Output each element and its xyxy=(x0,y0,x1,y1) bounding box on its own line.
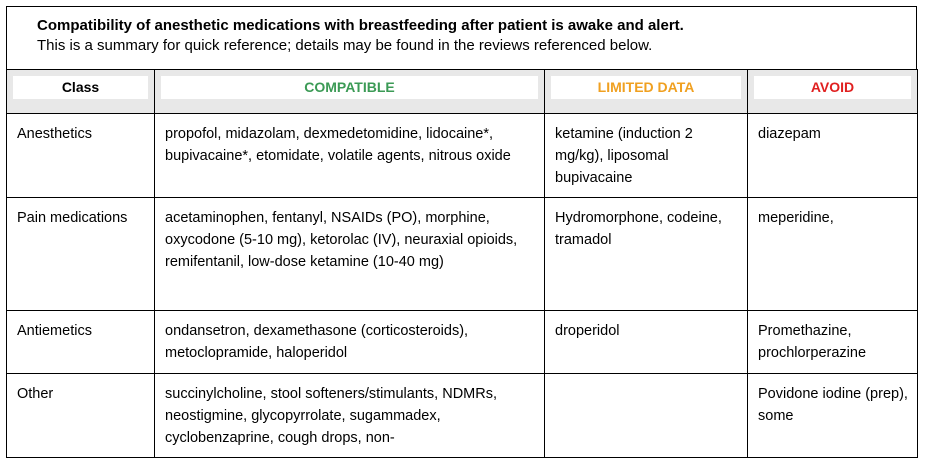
limited-cell xyxy=(545,374,748,458)
limited-cell: Hydromorphone, codeine, tramadol xyxy=(545,198,748,311)
table-row xyxy=(7,311,918,374)
header-row xyxy=(7,70,918,114)
class-cell: Antiemetics xyxy=(7,311,155,374)
table-row xyxy=(7,198,918,311)
header-limited-cell xyxy=(545,70,748,114)
header-class: Class xyxy=(13,76,148,99)
header-class-cell xyxy=(7,70,155,114)
avoid-cell: Promethazine, prochlorperazine xyxy=(748,311,918,374)
avoid-cell: diazepam xyxy=(748,114,918,198)
table-caption xyxy=(6,6,917,69)
avoid-cell: meperidine, xyxy=(748,198,918,311)
avoid-cell: Povidone iodine (prep), some xyxy=(748,374,918,458)
limited-cell: droperidol xyxy=(545,311,748,374)
caption-subtitle: This is a summary for quick reference; details may be found in the reviews referenced below. xyxy=(37,37,653,54)
header-compatible: COMPATIBLE xyxy=(161,76,538,99)
compatible-cell: propofol, midazolam, dexmedetomidine, lidocaine*, bupivacaine*, etomidate, volatile agents, nitrous oxide xyxy=(155,114,545,198)
table-row xyxy=(7,114,918,198)
header-limited-data: LIMITED DATA xyxy=(551,76,741,99)
caption-title: Compatibility of anesthetic medications with breastfeeding after patient is awake and alert. xyxy=(37,17,684,34)
table-row xyxy=(7,374,918,458)
header-avoid: AVOID xyxy=(754,76,911,99)
header-compatible-cell xyxy=(155,70,545,114)
header-avoid-cell xyxy=(748,70,918,114)
limited-cell: ketamine (induction 2 mg/kg), liposomal bupivacaine xyxy=(545,114,748,198)
compatible-cell: acetaminophen, fentanyl, NSAIDs (PO), morphine, oxycodone (5-10 mg), ketorolac (IV), neuraxial opioids, remifentanil, low-dose ketamine (10-40 mg) xyxy=(155,198,545,311)
compatible-cell: ondansetron, dexamethasone (corticosteroids), metoclopramide, haloperidol xyxy=(155,311,545,374)
class-cell: Pain medications xyxy=(7,198,155,311)
compatibility-table xyxy=(6,69,918,458)
compatible-cell: succinylcholine, stool softeners/stimulants, NDMRs, neostigmine, glycopyrrolate, sugammadex, cyclobenzaprine, cough drops, non- xyxy=(155,374,545,458)
class-cell: Anesthetics xyxy=(7,114,155,198)
document-frame xyxy=(6,6,917,446)
class-cell: Other xyxy=(7,374,155,458)
